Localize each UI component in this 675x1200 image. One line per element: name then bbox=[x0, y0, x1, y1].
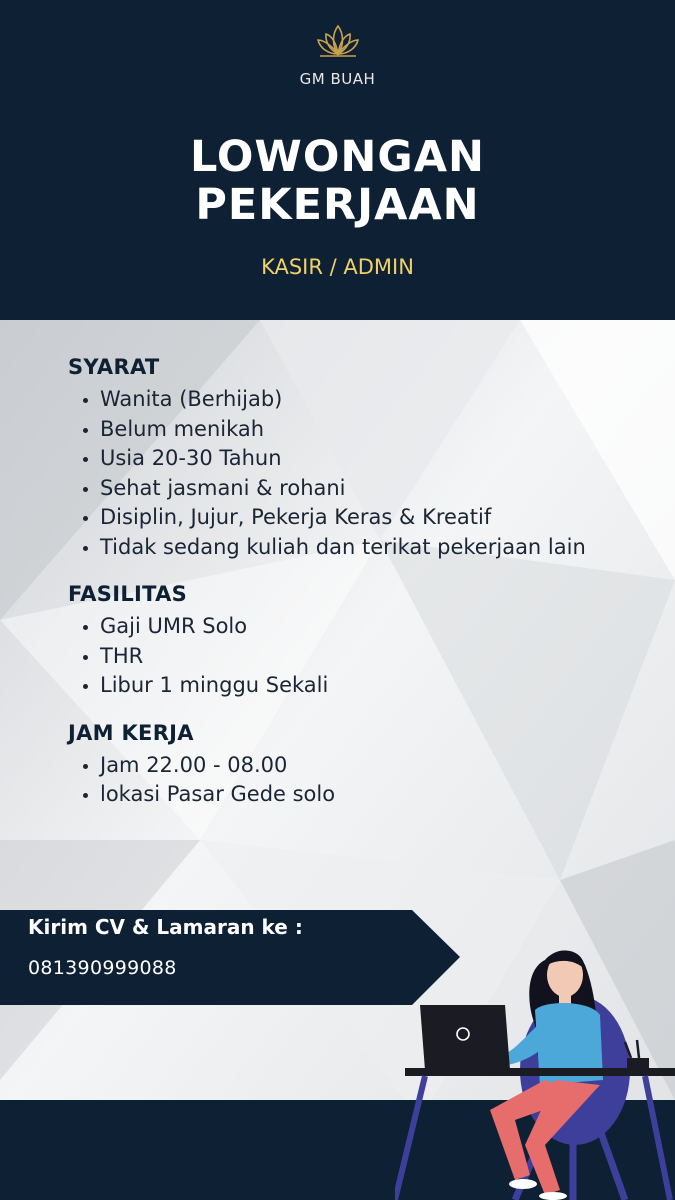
requirements-content bbox=[68, 355, 593, 830]
list-item: • THR bbox=[100, 642, 593, 672]
syarat-list bbox=[68, 385, 593, 562]
list-item: • Libur 1 minggu Sekali bbox=[100, 671, 593, 701]
lotus-logo-icon bbox=[310, 22, 366, 60]
list-item: • Belum menikah bbox=[100, 415, 593, 445]
section-syarat bbox=[68, 355, 593, 562]
title-line-1: LOWONGAN bbox=[190, 132, 485, 182]
list-item: • Jam 22.00 - 08.00 bbox=[100, 751, 593, 781]
section-heading: FASILITAS bbox=[68, 582, 188, 606]
section-fasilitas bbox=[68, 582, 593, 701]
list-item: • Tidak sedang kuliah dan terikat pekerjaan lain bbox=[100, 533, 593, 563]
list-item: • Disiplin, Jujur, Pekerja Keras & Kreatif bbox=[100, 503, 593, 533]
section-jam-kerja bbox=[68, 721, 593, 810]
fasilitas-list bbox=[68, 612, 593, 701]
list-item: • Usia 20-30 Tahun bbox=[100, 444, 593, 474]
section-heading: SYARAT bbox=[68, 355, 160, 379]
contact-phone: 081390999088 bbox=[28, 957, 177, 979]
brand-name: GM BUAH bbox=[299, 70, 376, 88]
list-item: • lokasi Pasar Gede solo bbox=[100, 780, 593, 810]
cta-title: Kirim CV & Lamaran ke : bbox=[28, 915, 303, 939]
jam-kerja-list bbox=[68, 751, 593, 810]
list-item: • Gaji UMR Solo bbox=[100, 612, 593, 642]
woman-laptop-illustration bbox=[395, 930, 675, 1200]
title-line-2: PEKERJAAN bbox=[195, 180, 480, 230]
header-banner bbox=[0, 0, 675, 320]
list-item: • Wanita (Berhijab) bbox=[100, 385, 593, 415]
page-title bbox=[0, 133, 675, 229]
section-heading: JAM KERJA bbox=[68, 720, 194, 745]
job-position: KASIR / ADMIN bbox=[261, 255, 414, 279]
list-item: • Sehat jasmani & rohani bbox=[100, 474, 593, 504]
